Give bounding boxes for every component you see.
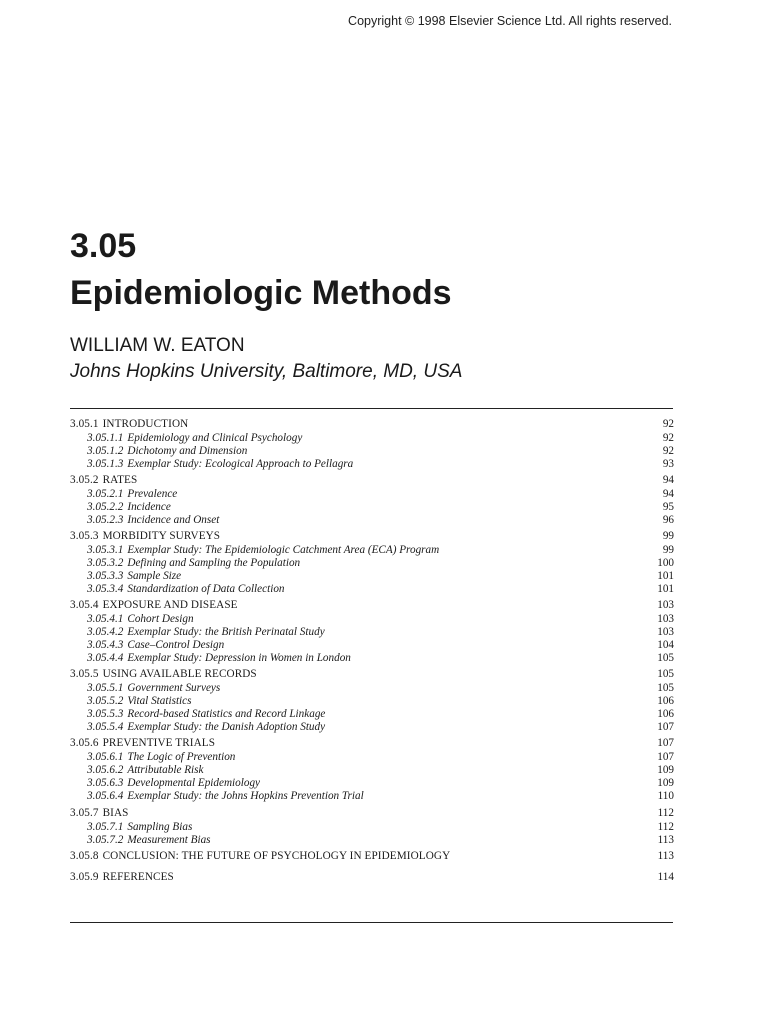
toc-subsection-title: Prevalence [127,488,178,501]
toc-subsection-number: 3.05.4.1 [87,613,124,626]
toc-section-title: CONCLUSION: THE FUTURE OF PSYCHOLOGY IN EPIDEMIOLOGY [102,849,451,862]
toc-section-entry[interactable] [70,735,674,751]
toc-subsection-title: Exemplar Study: the Johns Hopkins Prevention Trial [127,790,364,803]
toc-subsection-page: 94 [662,488,674,501]
toc-subsection-title: Sample Size [127,570,182,583]
toc-subsection-number: 3.05.7.1 [87,820,124,833]
toc-section-page: 112 [657,806,674,819]
toc-subsection-number: 3.05.2.3 [87,514,124,527]
toc-subsection-title: Government Surveys [127,682,221,695]
toc-subsection-number: 3.05.1.1 [87,432,124,444]
toc-subsection-entry[interactable] [70,695,674,708]
toc-subsection-title: Dichotomy and Dimension [127,445,248,457]
toc-subsection-title: Epidemiology and Clinical Psychology [127,432,303,444]
toc-subsection-number: 3.05.4.3 [87,639,124,652]
toc-subsection-label [87,514,219,527]
toc-subsection-label [87,751,235,764]
toc-section-number: 3.05.3 [70,530,99,543]
toc-subsection-page: 96 [662,514,674,527]
toc-bottom-divider [70,922,673,923]
toc-subsection-title: Exemplar Study: the Danish Adoption Study [127,721,326,734]
toc-subsection-number: 3.05.6.2 [87,764,124,777]
toc-subsection-title: Exemplar Study: the British Perinatal Study [127,626,325,639]
toc-subsection-label [87,721,325,734]
toc-subsection-label [87,652,351,665]
toc-subsection-entry[interactable] [70,834,674,847]
toc-subsection-entry[interactable] [70,445,674,458]
toc-section-number: 3.05.6 [70,737,99,750]
toc-subsection-label [87,613,194,626]
toc-subsection-title: Exemplar Study: Depression in Women in London [127,652,351,665]
toc-subsection-page: 104 [657,639,674,652]
toc-subsection-label [87,764,204,777]
toc-subsection-page: 92 [662,445,674,457]
toc-subsection-page: 109 [657,777,674,790]
toc-section-title: PREVENTIVE TRIALS [102,737,216,750]
toc-section-label [70,666,257,682]
toc-subsection-title: The Logic of Prevention [127,751,236,764]
toc-section-page: 113 [657,849,674,862]
toc-top-divider [70,408,673,409]
toc-section-number: 3.05.8 [70,849,99,862]
toc-section-group [70,472,674,527]
toc-subsection-label [87,695,191,708]
toc-subsection-entry[interactable] [70,626,674,639]
toc-section-group [70,666,674,734]
toc-subsection-entry[interactable] [70,721,674,734]
toc-subsection-number: 3.05.3.2 [87,557,124,570]
toc-section-page: 92 [662,418,674,430]
copyright-notice: Copyright © 1998 Elsevier Science Ltd. All rights reserved. [348,14,672,28]
toc-subsection-label [87,557,300,570]
toc-section-title: INTRODUCTION [102,418,189,430]
toc-subsection-page: 105 [657,652,674,665]
toc-section-label [70,869,174,885]
table-of-contents [70,416,674,886]
toc-subsection-page: 99 [662,544,674,557]
toc-subsection-title: Cohort Design [127,613,194,626]
toc-subsection-entry[interactable] [70,613,674,626]
toc-subsection-label [87,708,325,721]
toc-section-number: 3.05.7 [70,806,99,819]
toc-subsection-entry[interactable] [70,682,674,695]
toc-section-group [70,528,674,596]
toc-subsection-title: Attributable Risk [127,764,204,777]
toc-section-page: 103 [657,599,674,612]
toc-subsection-title: Measurement Bias [127,833,211,846]
toc-section-group [70,416,674,471]
toc-subsection-entry[interactable] [70,764,674,777]
toc-subsection-page: 103 [657,626,674,639]
author-affiliation: Johns Hopkins University, Baltimore, MD, USA [70,361,463,382]
toc-section-number: 3.05.4 [70,599,99,612]
toc-subsection-number: 3.05.5.2 [87,695,124,708]
toc-subsection-entry[interactable] [70,751,674,764]
toc-section-title: USING AVAILABLE RECORDS [102,668,257,681]
toc-section-number: 3.05.5 [70,668,99,681]
toc-subsection-number: 3.05.6.4 [87,790,124,803]
toc-subsection-number: 3.05.5.1 [87,682,124,695]
toc-subsection-page: 109 [657,764,674,777]
toc-subsection-page: 107 [657,751,674,764]
toc-section-group [70,848,674,864]
toc-subsection-number: 3.05.4.4 [87,652,124,665]
toc-subsection-entry[interactable] [70,570,674,583]
toc-section-entry[interactable] [70,472,674,488]
toc-subsection-entry[interactable] [70,790,674,803]
toc-subsection-title: Standardization of Data Collection [127,583,285,596]
toc-subsection-label [87,626,325,639]
toc-subsection-entry[interactable] [70,708,674,721]
toc-subsection-label [87,544,439,557]
toc-subsection-label [87,777,260,790]
toc-section-label [70,597,238,613]
toc-section-number: 3.05.9 [70,870,99,883]
toc-section-page: 114 [657,870,674,883]
toc-subsection-number: 3.05.6.3 [87,777,124,790]
toc-subsection-title: Vital Statistics [127,695,192,708]
toc-section-label [70,805,128,821]
toc-subsection-label [87,639,224,652]
toc-subsection-title: Incidence and Onset [127,514,220,527]
toc-subsection-page: 112 [657,820,674,833]
toc-section-group [70,805,674,847]
toc-subsection-title: Record-based Statistics and Record Linkage [127,708,326,721]
toc-subsection-page: 92 [662,432,674,444]
toc-subsection-title: Incidence [127,501,171,514]
toc-subsection-entry[interactable] [70,514,674,527]
toc-section-number: 3.05.1 [70,418,99,430]
toc-subsection-title: Exemplar Study: Ecological Approach to Pellagra [127,458,354,470]
toc-subsection-number: 3.05.6.1 [87,751,124,764]
toc-subsection-number: 3.05.1.3 [87,458,124,470]
toc-subsection-title: Defining and Sampling the Population [127,557,301,570]
toc-section-group [70,735,674,803]
toc-section-entry[interactable] [70,869,674,885]
toc-subsection-page: 110 [657,790,674,803]
toc-section-entry[interactable] [70,848,674,864]
toc-subsection-title: Sampling Bias [127,820,193,833]
toc-subsection-page: 101 [657,583,674,596]
toc-subsection-entry[interactable] [70,639,674,652]
toc-subsection-label [87,501,171,514]
chapter-title: Epidemiologic Methods [70,274,452,312]
toc-subsection-number: 3.05.3.4 [87,583,124,596]
toc-section-page: 94 [662,474,674,487]
toc-section-entry[interactable] [70,416,674,432]
toc-section-page: 107 [657,737,674,750]
toc-subsection-number: 3.05.5.3 [87,708,124,721]
toc-section-label [70,735,215,751]
toc-section-entry[interactable] [70,666,674,682]
chapter-number: 3.05 [70,227,137,265]
toc-subsection-entry[interactable] [70,652,674,665]
toc-subsection-page: 100 [657,557,674,570]
toc-subsection-number: 3.05.2.2 [87,501,124,514]
toc-section-entry[interactable] [70,528,674,544]
toc-section-entry[interactable] [70,597,674,613]
toc-subsection-entry[interactable] [70,488,674,501]
toc-subsection-entry[interactable] [70,458,674,471]
toc-subsection-number: 3.05.7.2 [87,833,124,846]
toc-subsection-entry[interactable] [70,432,674,445]
toc-subsection-title: Case–Control Design [127,639,225,652]
toc-section-title: EXPOSURE AND DISEASE [102,599,238,612]
toc-subsection-label [87,488,177,501]
toc-section-group [70,869,674,885]
toc-subsection-page: 93 [662,458,674,470]
toc-subsection-page: 95 [662,501,674,514]
toc-subsection-page: 106 [657,695,674,708]
toc-section-number: 3.05.2 [70,474,99,487]
toc-subsection-number: 3.05.1.2 [87,445,124,457]
toc-section-title: MORBIDITY SURVEYS [102,530,221,543]
toc-section-label [70,528,220,544]
toc-subsection-page: 101 [657,570,674,583]
toc-subsection-label [87,458,353,471]
toc-subsection-page: 107 [657,721,674,734]
toc-subsection-page: 106 [657,708,674,721]
toc-section-label [70,416,188,432]
toc-subsection-label [87,445,247,458]
toc-subsection-label [87,432,302,445]
toc-subsection-entry[interactable] [70,557,674,570]
toc-section-page: 105 [657,668,674,681]
toc-section-title: RATES [102,474,138,487]
toc-subsection-label [87,570,181,583]
toc-subsection-label [87,834,211,847]
toc-subsection-label [87,583,285,596]
toc-subsection-page: 105 [657,682,674,695]
toc-section-entry[interactable] [70,805,674,821]
author-name: WILLIAM W. EATON [70,335,245,356]
toc-section-label [70,472,137,488]
toc-section-group [70,597,674,665]
toc-subsection-entry[interactable] [70,544,674,557]
toc-section-title: REFERENCES [102,870,174,883]
toc-subsection-entry[interactable] [70,501,674,514]
toc-subsection-title: Developmental Epidemiology [127,777,261,790]
toc-subsection-number: 3.05.3.3 [87,570,124,583]
toc-subsection-label [87,790,364,803]
toc-subsection-entry[interactable] [70,583,674,596]
toc-section-page: 99 [662,530,674,543]
toc-subsection-number: 3.05.3.1 [87,544,124,557]
toc-subsection-page: 103 [657,613,674,626]
toc-subsection-page: 113 [657,833,674,846]
toc-subsection-label [87,682,220,695]
toc-subsection-number: 3.05.4.2 [87,626,124,639]
toc-subsection-number: 3.05.2.1 [87,488,124,501]
toc-subsection-entry[interactable] [70,821,674,834]
toc-subsection-title: Exemplar Study: The Epidemiologic Catchment Area (ECA) Program [127,544,440,557]
toc-subsection-number: 3.05.5.4 [87,721,124,734]
toc-subsection-label [87,821,192,834]
toc-section-label [70,848,450,864]
toc-section-title: BIAS [102,806,129,819]
toc-subsection-entry[interactable] [70,777,674,790]
